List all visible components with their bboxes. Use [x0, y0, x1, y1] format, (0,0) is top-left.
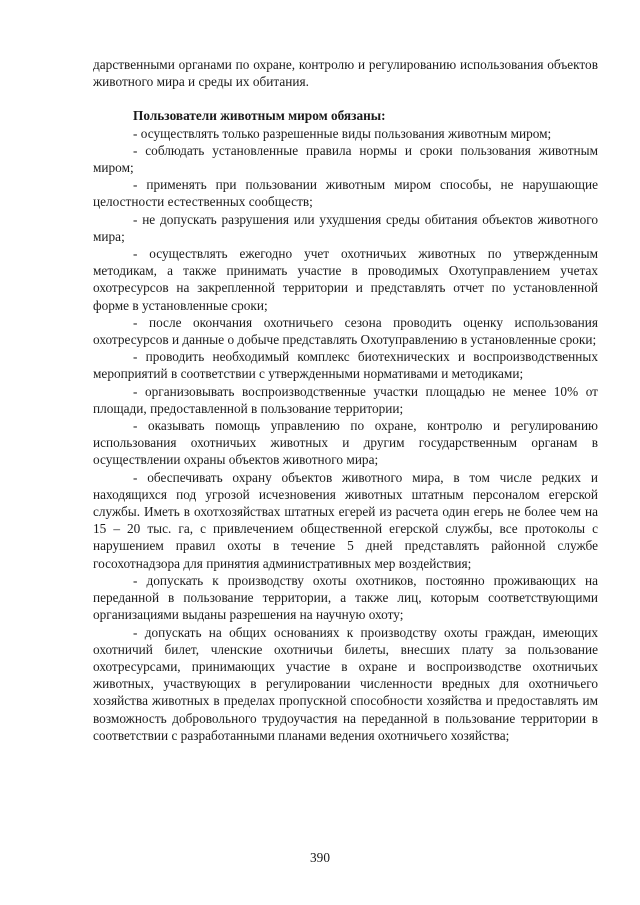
list-item: - после окончания охотничьего сезона проводить оценку использования охотресурсов и данные о добыче представлять Охотуправлению в установленные сроки; — [93, 314, 598, 348]
list-item: - организовывать воспроизводственные участки площадью не менее 10% от площади, предоставленной в пользование территории; — [93, 383, 598, 416]
list-item: - не допускать разрушения или ухудшения среды обитания объектов животного мира; — [93, 211, 598, 244]
list-item: - допускать на общих основаниях к производству охоты граждан, имеющих охотничий билет, членские охотничьи билеты, внесших плату за пользование охотресурсами, принимающих участие в охране и воспроизводстве охотничьих животных, участвующих в регулировании численности вредных для охотничьего хозяйства животных в пределах пропускной способности хозяйства и предоставлять им возможность добровольного трудоучастия на переданной в пользование территории в соответствии с разработанными планами ведения охотничьего хозяйства; — [93, 624, 598, 743]
list-item: - оказывать помощь управлению по охране, контролю и регулированию использования охотничьих животных и другим государственным органам в осуществлении охраны объектов животного мира; — [93, 418, 598, 468]
continuation-paragraph: дарственными органами по охране, контролю и регулированию использования объектов животного мира и среды их обитания. — [93, 57, 598, 90]
page-text — [93, 56, 598, 744]
list-item: - обеспечивать охрану объектов животного мира, в том числе редких и находящихся под угрозой исчезновения животных штатным персоналом егерской службы. Иметь в охотхозяйствах штатных егерей из расчета один егерь не более чем на 15 – 20 тыс. га, с привлечением общественной егерской службы, все протоколы с нарушением правил охоты в течение 5 дней представлять районной службе госохотнадзора для принятия административных мер воздействия; — [93, 469, 598, 571]
list-item: - осуществлять только разрешенные виды пользования животным миром; — [133, 125, 552, 141]
page-number: 390 — [310, 850, 330, 865]
section-heading: Пользователи животным миром обязаны: — [133, 108, 386, 124]
list-item: - проводить необходимый комплекс биотехнических и воспроизводственных мероприятий в соответствии с утвержденными нормативами и методиками; — [93, 349, 598, 382]
list-item: - допускать к производству охоты охотников, постоянно проживающих на переданной в пользование территории, а также лиц, которым соответствующими организациями выданы разрешения на научную охоту; — [93, 572, 598, 623]
list-item: - осуществлять ежегодно учет охотничьих животных по утвержденным методикам, а также принимать участие в проводимых Охотуправлением учетах охотресурсов на закрепленной территории и представлять отчет по установленной форме в установленные сроки; — [93, 246, 598, 313]
list-item: - соблюдать установленные правила нормы и сроки пользования животным миром; — [93, 142, 598, 176]
list-item: - применять при пользовании животным миром способы, не нарушающие целостности естественных сообществ; — [93, 177, 598, 210]
